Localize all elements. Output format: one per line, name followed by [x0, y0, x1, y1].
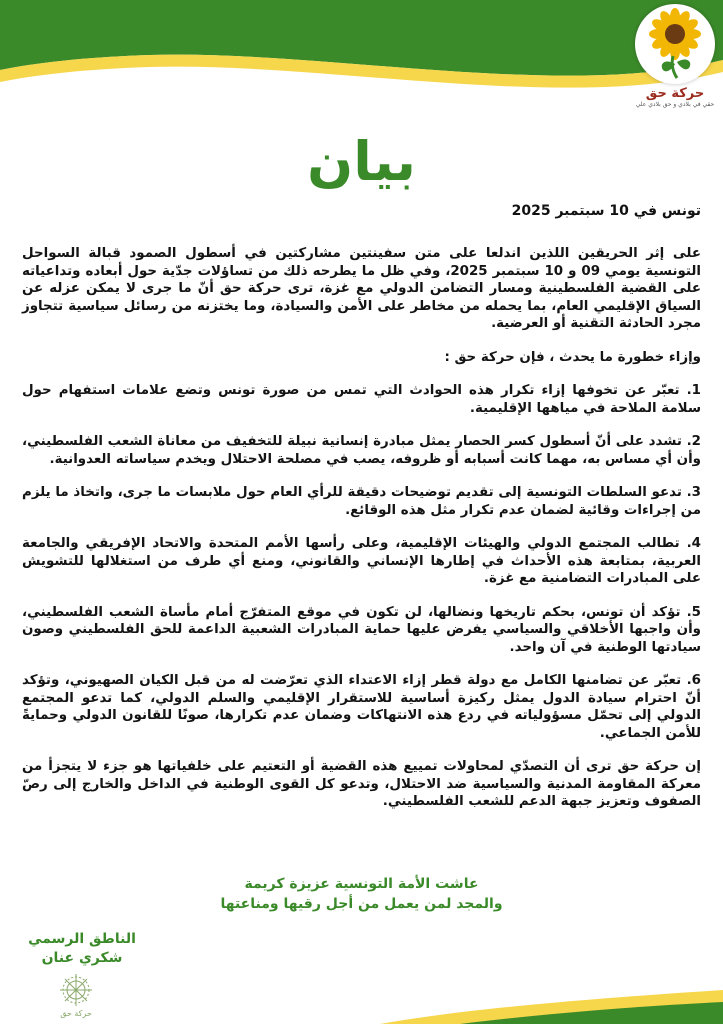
point-1-paragraph: 1. تعبّر عن تخوفها إزاء تكرار هذه الحوادث التي تمس من صورة تونس وتضع علامات استفهام حول سلامة الملاحة في مياهها الإقليمية. [22, 383, 701, 416]
page-title: بيان [307, 130, 416, 193]
signature-block [22, 930, 142, 968]
point-5-paragraph: 5. تؤكد أن تونس، بحكم تاريخها ونضالها، لن تكون في موقع المتفرّج أمام مأساة الشعب الفلسطيني، وأن واجبها الأخلاقي والسياسي يفرض عليها حماية المبادرات الشعبية الداعمة للحق الفلسطيني وصون سيادتها الوطنية في آن واحد. [22, 604, 701, 655]
party-logo [633, 4, 717, 109]
signature-title: الناطق الرسمي [28, 931, 136, 947]
statement-body [22, 245, 701, 827]
party-stamp-icon [44, 972, 108, 1022]
closing-line-1: عاشت الأمة التونسية عزيزة كريمة [244, 876, 479, 892]
stamp-label: حركة حق [60, 1009, 92, 1018]
signature-name: شكري عنان [41, 950, 123, 966]
conclusion-paragraph: إن حركة حق ترى أن التصدّي لمحاولات تمييع هذه القضية أو التعتيم على خلفياتها هو جزء لا يتجزأ من معركة المقاومة المدنية والسياسية ضد الاحتلال، وتدعو كل القوى الوطنية في الداخل والخارج إلى رصّ الصفوف وتعزيز جبهة الدعم للشعب الفلسطيني. [22, 759, 701, 809]
closing-slogan [0, 874, 723, 914]
point-2-paragraph: 2. تشدد على أنّ أسطول كسر الحصار يمثل مبادرة إنسانية نبيلة للتخفيف من معاناة الشعب الفلسطيني، وأن أي مساس به، مهما كانت أسبابه أو ظروفه، يصب في مصلحة الاحتلال ويخدم سياساته العدوانية. [22, 434, 701, 467]
sunflower-logo-icon [635, 4, 715, 84]
document-date: تونس في 10 سبتمبر 2025 [511, 203, 701, 219]
point-6-paragraph: 6. تعبّر عن تضامنها الكامل مع دولة قطر إزاء الاعتداء الذي تعرّضت له من قبل الكيان الصهيوني، وتؤكد أنّ احترام سيادة الدول يمثل ركيزة أساسية للاستقرار الإقليمي والسلم الدولي، كما تدعو المجتمع الدولي إلى تحمّل مسؤولياته في ردع هذه الانتهاكات وضمان عدم تكرارها، صونًا للقانون الدولي وحمايةً للأمن الجماعي. [22, 673, 701, 741]
logo-name: حركة حق [645, 86, 705, 101]
footer-wave-green [460, 1002, 723, 1024]
point-4-paragraph: 4. تطالب المجتمع الدولي والهيئات الإقليمية، وعلى رأسها الأمم المتحدة والاتحاد الإفريقي والجامعة العربية، بمتابعة هذه الأحداث في إطارها الإنساني والقانوني، ومنع أي طرف من استغلالها للتشويش على المبادرات التضامنية مع غزة. [22, 536, 701, 586]
lead-in-paragraph: وإزاء خطورة ما يحدث ، فإن حركة حق : [444, 349, 701, 365]
footer-wave-yellow [380, 990, 723, 1024]
intro-paragraph: على إثر الحريقين اللذين اندلعا على متن سفينتين مشاركتين في أسطول الصمود قبالة السواحل التونسية يومي 09 و 10 سبتمبر 2025، وفي ظل ما يطرحه ذلك من تساؤلات جدّية حول أبعاده وتداعياته على القضية الفلسطينية ومسار التضامن الدولي مع غزة، ترى حركة حق أنّ ما جرى لا يمكن عزله عن السياق الإقليمي العام، بما يحمله من مخاطر على الأمن والسيادة، وما يختزنه من رسائل سياسية تتجاوز مجرد الحادثة التقنية أو العرضية. [22, 246, 702, 331]
logo-tagline: حقي في بلادي و حق بلادي علي [635, 101, 715, 108]
closing-line-2: والمجد لمن يعمل من أجل رقيها ومناعتها [220, 896, 503, 912]
header-decoration [0, 0, 723, 120]
point-3-paragraph: 3. تدعو السلطات التونسية إلى تقديم توضيحات دقيقة للرأي العام حول ملابسات ما جرى، واتخاذ ما يلزم من إجراءات وقائية لضمان عدم تكرار مثل هذه الوقائع. [22, 485, 701, 518]
